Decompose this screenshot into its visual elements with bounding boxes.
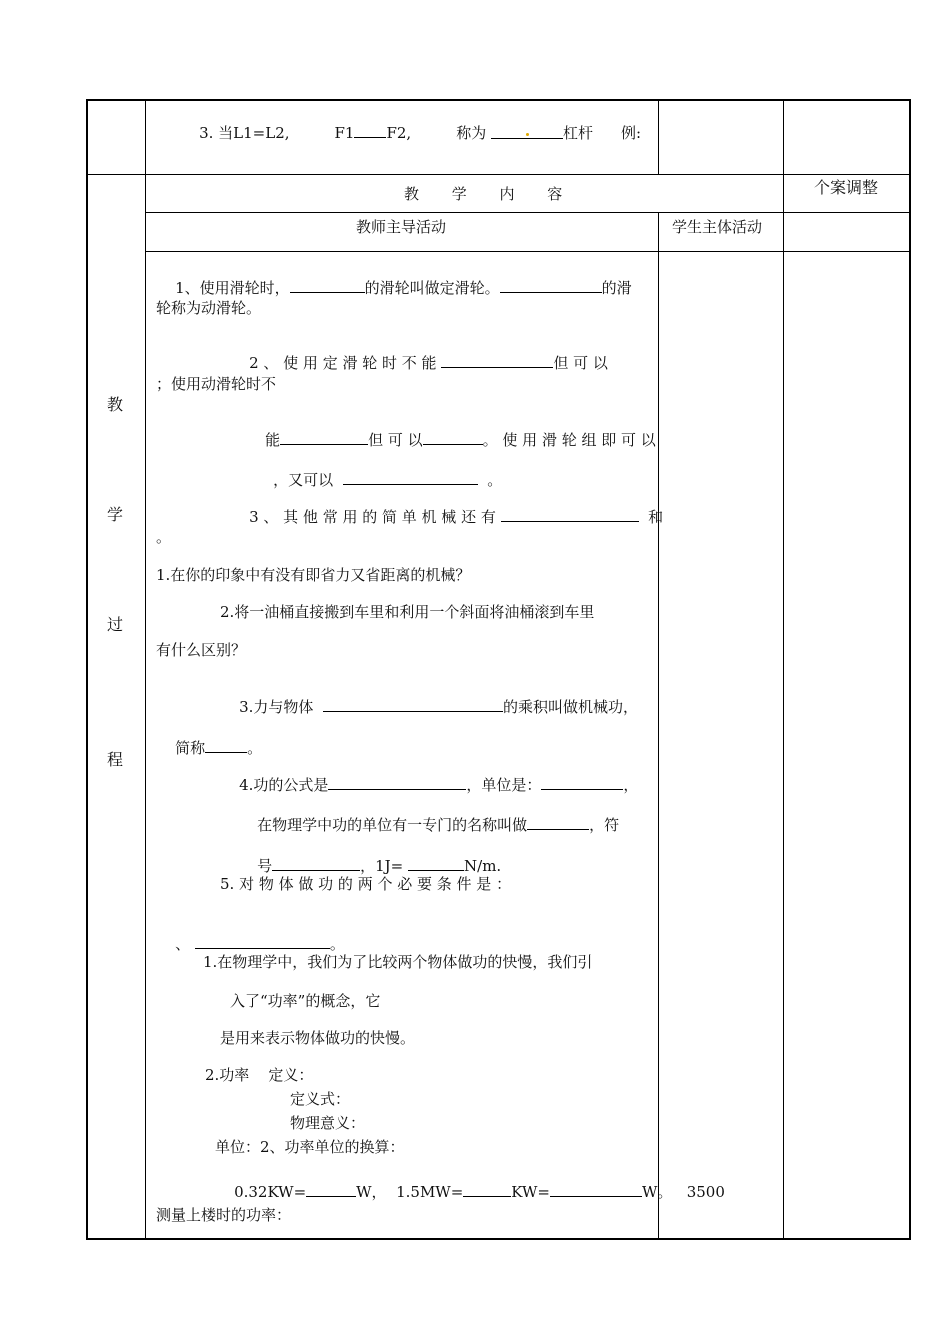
power-meaning: 物理意义： xyxy=(290,1114,366,1132)
blank xyxy=(441,353,553,368)
blank xyxy=(343,470,478,485)
text-segment: 但 可 以 xyxy=(553,354,608,372)
column-divider-3 xyxy=(783,99,784,1240)
highlight-dot xyxy=(526,133,529,136)
text-segment: ，单位是： xyxy=(466,776,542,794)
text-segment: 0.32KW= xyxy=(234,1183,307,1201)
text-segment: ，1J= xyxy=(360,857,404,875)
machine-line-2: 。 xyxy=(156,528,172,546)
text-segment: 。 xyxy=(487,471,503,489)
text-segment: 的乘积叫做机械功， xyxy=(502,698,638,716)
lever-blank-1 xyxy=(354,123,386,138)
text-segment: 的滑轮叫做定滑轮。 xyxy=(364,279,500,297)
blank xyxy=(290,278,365,293)
text-segment: 3.力与物体 xyxy=(239,698,314,716)
power-formula: 定义式： xyxy=(290,1090,351,1108)
teacher-header: 教师主导活动 xyxy=(356,218,447,236)
blank xyxy=(328,775,466,790)
power-unit: 单位：2、功率单位的换算： xyxy=(215,1138,405,1156)
pulley-line-3 xyxy=(230,335,608,390)
text-segment: 能 xyxy=(265,431,281,449)
text-segment: 在物理学中功的单位有一专门的名称叫做 xyxy=(257,816,528,834)
side-label-3: 过 xyxy=(107,615,124,634)
text-segment: 的滑 xyxy=(601,279,632,297)
side-label-4: 程 xyxy=(107,750,124,769)
blank xyxy=(323,697,503,712)
stairs-power: 测量上楼时的功率： xyxy=(156,1206,292,1224)
blank xyxy=(500,278,602,293)
text-segment: 4.功的公式是 xyxy=(239,776,329,794)
text-segment: 3 、 其 他 常 用 的 简 单 机 械 还 有 xyxy=(249,508,496,526)
lever-item-3 xyxy=(180,105,641,160)
text-segment: 。 xyxy=(247,739,263,757)
question-1: 1.在你的印象中有没有即省力又省距离的机械？ xyxy=(156,566,471,584)
blank xyxy=(501,507,639,522)
blank xyxy=(527,815,589,830)
text-segment: KW= xyxy=(511,1183,550,1201)
side-label-2: 学 xyxy=(107,505,124,524)
lever-condition: 3. 当L1=L2, xyxy=(199,124,290,142)
blank xyxy=(550,1182,642,1197)
blank xyxy=(272,856,360,871)
blank xyxy=(541,775,623,790)
text-segment: 但 可 以 xyxy=(368,431,423,449)
text-segment: ， xyxy=(623,776,639,794)
power-line-1: 1.在物理学中，我们为了比较两个物体做功的快慢，我们引 xyxy=(203,953,593,971)
text-segment: 1、使用滑轮时， xyxy=(175,279,290,297)
text-segment: W， 1.5MW= xyxy=(356,1183,464,1201)
power-definition: 2.功率 定义： xyxy=(205,1066,314,1084)
text-segment: 和 xyxy=(648,508,664,526)
column-divider-2b xyxy=(658,213,659,1240)
blank xyxy=(306,1182,356,1197)
row-divider-2 xyxy=(145,212,911,213)
machine-line-1 xyxy=(230,489,663,544)
text-segment: W。 3500 xyxy=(641,1183,725,1201)
content-header: 教 学 内 容 xyxy=(404,185,577,203)
blank xyxy=(205,738,247,753)
table-border-right xyxy=(909,99,911,1240)
column-divider-1 xyxy=(145,99,146,1240)
column-divider-2a xyxy=(658,99,659,175)
question-5a: 5. 对 物 体 做 功 的 两 个 必 要 条 件 是 ： xyxy=(220,875,512,893)
question-2b: 有什么区别？ xyxy=(156,641,247,659)
student-header: 学生主体活动 xyxy=(672,218,763,236)
pulley-line-2: 轮称为动滑轮。 xyxy=(156,299,262,317)
question-2a: 2.将一油桶直接搬到车里和利用一个斜面将油桶滚到车里 xyxy=(220,603,595,621)
text-segment: ，符 xyxy=(589,816,620,834)
lever-f2: F2, xyxy=(386,124,412,142)
power-conversion xyxy=(215,1164,725,1219)
lever-called: 称为 xyxy=(456,124,487,142)
text-segment: 、 xyxy=(175,935,191,953)
row-divider-1 xyxy=(86,174,911,175)
table-border-top xyxy=(86,99,911,101)
blank xyxy=(280,430,368,445)
blank xyxy=(463,1182,511,1197)
text-segment: 号 xyxy=(257,857,273,875)
lever-word: 杠杆 xyxy=(563,124,594,142)
power-line-3: 是用来表示物体做功的快慢。 xyxy=(220,1029,416,1047)
text-segment: 简称 xyxy=(175,739,206,757)
pulley-line-4: ；使用动滑轮时不 xyxy=(156,375,277,393)
text-segment: ，又可以 xyxy=(273,471,334,489)
side-label-1: 教 xyxy=(107,395,124,414)
table-border-left xyxy=(86,99,88,1240)
adjust-header: 个案调整 xyxy=(814,178,879,197)
blank xyxy=(195,934,330,949)
blank xyxy=(408,856,464,871)
text-segment: 。 使 用 滑 轮 组 即 可 以 xyxy=(482,431,656,449)
text-segment: 2 、 使 用 定 滑 轮 时 不 能 xyxy=(249,354,437,372)
text-segment: 。 xyxy=(329,935,345,953)
question-3a xyxy=(220,679,638,734)
blank xyxy=(423,430,483,445)
text-segment: N/m. xyxy=(464,857,502,875)
lever-f1: F1 xyxy=(334,124,355,142)
table-border-bottom xyxy=(86,1238,911,1240)
lever-example: 例: xyxy=(621,124,642,142)
lever-blank-2 xyxy=(491,124,563,139)
row-divider-3 xyxy=(145,251,911,252)
power-line-2: 入了“功率”的概念，它 xyxy=(230,992,381,1010)
